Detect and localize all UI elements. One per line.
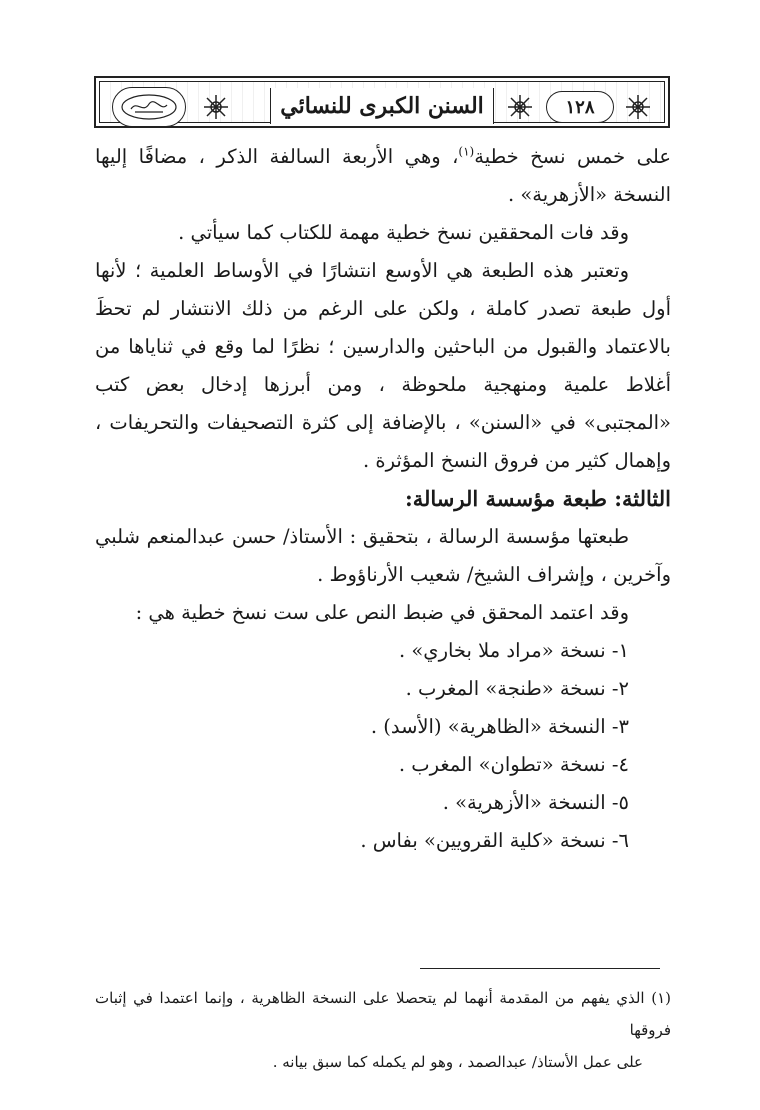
list-item: ١- نسخة «مراد ملا بخاري» . <box>398 639 629 662</box>
footnote-line: على عمل الأستاذ/ عبدالصمد ، وهو لم يكمله كما سبق بيانه . <box>272 1053 643 1071</box>
paragraph: وقد فات المحققين نسخ خطية مهمة للكتاب كما سيأتي . <box>178 221 629 244</box>
ornament-icon <box>200 92 232 122</box>
paragraph: وتعتبر هذه الطبعة هي الأوسع انتشارًا في الأوساط العلمية ؛ لأنها أول طبعة تصدر كاملة ، ولكن على الرغم من ذلك الانتشار لم تحظَ بالاعتماد والقبول من الباحثين والدارسين ؛ نظرًا لما وقع في ثناياها من أغلاط علمية ومنهجية ملحوظة ، ومن أبرزها إدخال بعض كتب «المجتبى» في «السنن» ، بالإضافة إلى كثرة التصحيفات والتحريفات ، وإهمال كثير من فروق النسخ المؤثرة . <box>95 259 671 472</box>
footnote <box>95 982 671 1078</box>
list-item: ٢- نسخة «طنجة» المغرب . <box>405 677 629 700</box>
running-title: السنن الكبرى للنسائي <box>270 88 494 124</box>
ornament-icon <box>622 92 654 122</box>
main-text <box>95 138 671 860</box>
paragraph: طبعتها مؤسسة الرسالة ، بتحقيق : الأستاذ/ حسن عبدالمنعم شلبي وآخرين ، وإشراف الشيخ/ شعيب الأرناؤوط . <box>95 525 671 586</box>
list-item: ٣- النسخة «الظاهرية» (الأسد) . <box>370 715 629 738</box>
ornament-icon <box>504 92 536 122</box>
list-item: ٦- نسخة «كلية القرويين» بفاس . <box>360 829 629 852</box>
publisher-seal-logo <box>112 87 186 127</box>
paragraph: على خمس نسخ خطية$^{(١)}$، وهي الأربعة السالفة الذكر ، مضافًا إليها النسخة «الأزهرية» . <box>95 144 671 206</box>
footnote-marker[interactable]: (١) <box>458 144 475 159</box>
footnote-separator <box>420 968 660 969</box>
header-ornament-band <box>99 81 665 123</box>
page-number: ١٢٨ <box>546 91 614 123</box>
list-item: ٥- النسخة «الأزهرية» . <box>442 791 629 814</box>
list-item: ٤- نسخة «تطوان» المغرب . <box>398 753 629 776</box>
paragraph: وقد اعتمد المحقق في ضبط النص على ست نسخ خطية هي : <box>135 601 629 624</box>
page-header <box>94 76 670 128</box>
section-heading: الثالثة: طبعة مؤسسة الرسالة: <box>405 486 671 511</box>
footnote-line: (١) الذي يفهم من المقدمة أنهما لم يتحصلا على النسخة الظاهرية ، وإنما اعتمدا في إثبات فروقها <box>95 989 671 1039</box>
